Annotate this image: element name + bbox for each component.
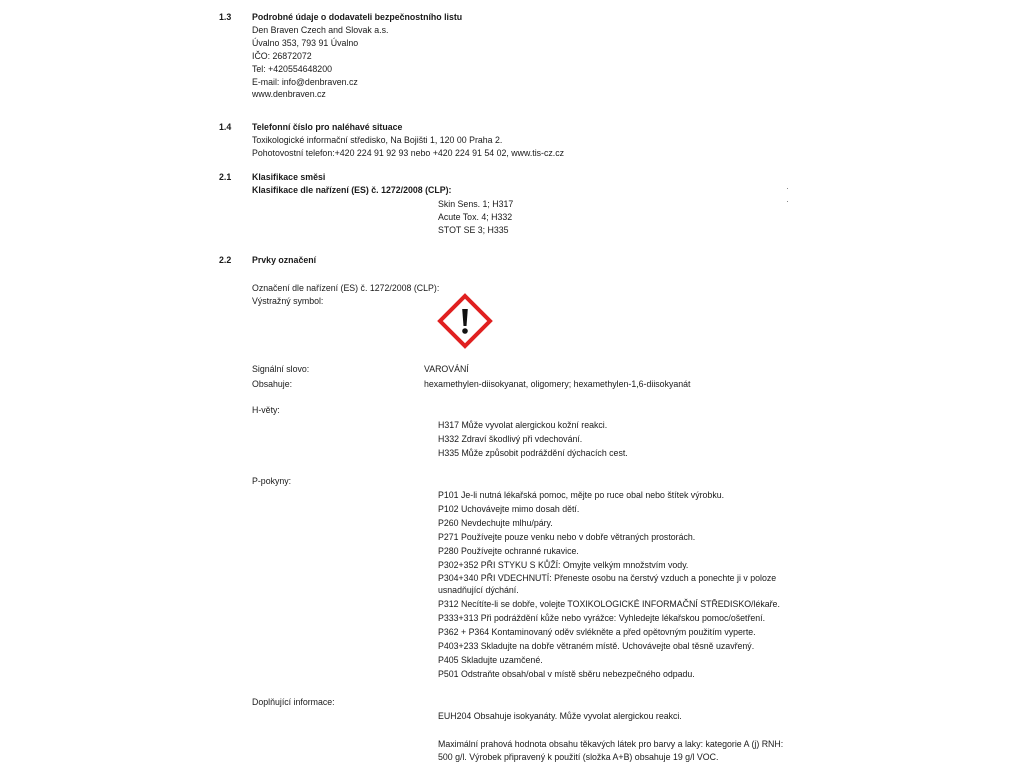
section-number: 2.2 — [219, 255, 232, 265]
supplier-web: www.denbraven.cz — [252, 89, 326, 99]
section-subtitle: Klasifikace dle nařízení (ES) č. 1272/2008 (CLP): — [252, 185, 452, 195]
stray-dot — [787, 188, 788, 189]
p-statement: P302+352 PŘI STYKU S KŮŽÍ: Omyjte velkým množstvím vody. — [438, 560, 689, 570]
supplier-address: Úvalno 353, 793 91 Úvalno — [252, 38, 359, 48]
emergency-center: Toxikologické informační středisko, Na Bojišti 1, 120 00 Praha 2. — [252, 135, 503, 145]
section-title: Telefonní číslo pro naléhavé situace — [252, 122, 403, 132]
label-p-statements: P-pokyny: — [252, 476, 292, 486]
p-statement: P403+233 Skladujte na dobře větraném místě. Uchovávejte obal těsně uzavřený. — [438, 641, 755, 651]
p-statement: P501 Odstraňte obsah/obal v místě sběru nebezpečného odpadu. — [438, 669, 695, 679]
classification: Skin Sens. 1; H317 — [438, 199, 514, 209]
h-statement: H332 Zdraví škodlivý při vdechování. — [438, 434, 583, 444]
p-statement: usnadňující dýchání. — [438, 585, 519, 595]
label-signal-word: Signální slovo: — [252, 364, 310, 374]
section-number: 1.3 — [219, 12, 232, 22]
p-statement: P312 Necítíte-li se dobře, volejte TOXIKOLOGICKÉ INFORMAČNÍ STŘEDISKO/lékaře. — [438, 599, 780, 609]
ghs-exclamation-pictogram-icon — [437, 293, 493, 349]
section-title: Podrobné údaje o dodavateli bezpečnostního listu — [252, 12, 463, 22]
supplier-tel: Tel: +420554648200 — [252, 64, 332, 74]
section-title: Prvky označení — [252, 255, 317, 265]
extra-info: EUH204 Obsahuje isokyanáty. Může vyvolat alergickou reakci. — [438, 711, 682, 721]
extra-info: Maximální prahová hodnota obsahu těkavých látek pro barvy a laky: kategorie A (j) RNH: — [438, 739, 784, 749]
label-h-statements: H-věty: — [252, 405, 280, 415]
label-regulation: Označení dle nařízení (ES) č. 1272/2008 (CLP): — [252, 283, 440, 293]
p-statement: P405 Skladujte uzamčené. — [438, 655, 543, 665]
p-statement: P271 Používejte pouze venku nebo v dobře větraných prostorách. — [438, 532, 696, 542]
supplier-ico: IČO: 26872072 — [252, 51, 312, 61]
label-extra-info: Doplňující informace: — [252, 697, 335, 707]
p-statement: P333+313 Při podráždění kůže nebo vyrážce: Vyhledejte lékařskou pomoc/ošetření. — [438, 613, 766, 623]
p-statement: P102 Uchovávejte mimo dosah dětí. — [438, 504, 580, 514]
supplier-name: Den Braven Czech and Slovak a.s. — [252, 25, 389, 35]
section-number: 2.1 — [219, 172, 232, 182]
supplier-email: E-mail: info@denbraven.cz — [252, 77, 358, 87]
section-number: 1.4 — [219, 122, 232, 132]
signal-word: VAROVÁNÍ — [424, 364, 469, 374]
p-statement: P101 Je-li nutná lékařská pomoc, mějte po ruce obal nebo štítek výrobku. — [438, 490, 725, 500]
emergency-phone: Pohotovostní telefon:+420 224 91 92 93 nebo +420 224 91 54 02, www.tis-cz.cz — [252, 148, 565, 158]
p-statement: P260 Nevdechujte mlhu/páry. — [438, 518, 553, 528]
h-statement: H335 Může způsobit podráždění dýchacích cest. — [438, 448, 628, 458]
extra-info: 500 g/l. Výrobek připravený k použití (složka A+B) obsahuje 19 g/l VOC. — [438, 752, 719, 762]
p-statement: P280 Používejte ochranné rukavice. — [438, 546, 579, 556]
classification: STOT SE 3; H335 — [438, 225, 509, 235]
stray-dot — [787, 201, 788, 202]
section-title: Klasifikace směsi — [252, 172, 326, 182]
p-statement: P304+340 PŘI VDECHNUTÍ: Přeneste osobu na čerstvý vzduch a ponechte ji v poloze — [438, 573, 777, 583]
label-symbol: Výstražný symbol: — [252, 296, 324, 306]
label-contains: Obsahuje: — [252, 379, 293, 389]
contains-value: hexamethylen-diisokyanat, oligomery; hexamethylen-1,6-diisokyanát — [424, 379, 691, 389]
h-statement: H317 Může vyvolat alergickou kožní reakci. — [438, 420, 608, 430]
classification: Acute Tox. 4; H332 — [438, 212, 513, 222]
p-statement: P362 + P364 Kontaminovaný oděv svlékněte a před opětovným použitím vyperte. — [438, 627, 756, 637]
